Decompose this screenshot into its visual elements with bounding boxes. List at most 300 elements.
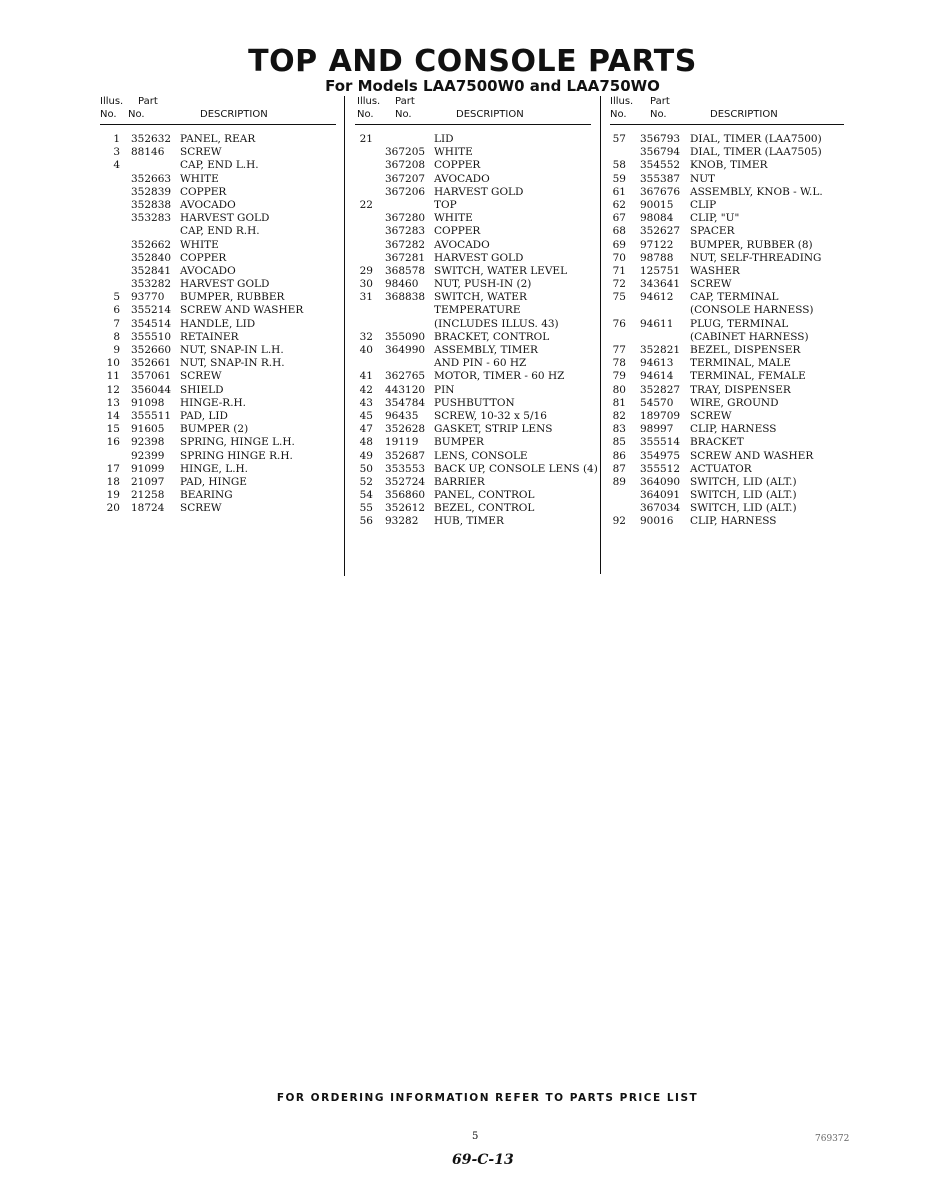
part-description: PAD, HINGE bbox=[180, 475, 247, 488]
header-part-no: No. bbox=[395, 109, 412, 120]
part-description: HINGE, L.H. bbox=[180, 462, 249, 475]
illus-number: 62 bbox=[612, 198, 626, 211]
part-number: 367676 bbox=[640, 185, 681, 198]
part-number: 352660 bbox=[131, 344, 172, 356]
illus-number: 82 bbox=[612, 409, 626, 422]
part-row bbox=[610, 450, 844, 463]
part-number: 356794 bbox=[640, 146, 681, 159]
illus-number: 17 bbox=[106, 462, 120, 475]
part-row bbox=[610, 133, 844, 146]
part-number: 368578 bbox=[385, 264, 426, 277]
illus-number: 58 bbox=[612, 159, 626, 172]
part-description: GASKET, STRIP LENS bbox=[434, 423, 553, 436]
header-part-no: No. bbox=[650, 109, 667, 120]
part-description: CLIP bbox=[690, 198, 717, 211]
part-row bbox=[355, 476, 591, 489]
part-row bbox=[355, 173, 591, 186]
page-title: TOP AND CONSOLE PARTS bbox=[248, 44, 697, 79]
part-number: 98084 bbox=[640, 212, 674, 225]
illus-number: 86 bbox=[612, 449, 626, 462]
part-number: 352838 bbox=[131, 198, 172, 211]
part-description: CLIP, "U" bbox=[690, 212, 740, 225]
part-number: 367205 bbox=[385, 146, 426, 159]
part-description: ASSEMBLY, KNOB - W.L. bbox=[690, 185, 823, 198]
part-description: TEMPERATURE bbox=[434, 304, 521, 317]
part-row bbox=[100, 450, 336, 463]
part-row bbox=[355, 502, 591, 515]
part-row bbox=[100, 370, 336, 383]
part-description: COPPER bbox=[180, 185, 227, 198]
illus-number: 49 bbox=[359, 449, 373, 462]
part-row bbox=[610, 318, 844, 331]
part-number: 353282 bbox=[131, 278, 172, 291]
ordering-note: FOR ORDERING INFORMATION REFER TO PARTS PRICE LIST bbox=[276, 1092, 699, 1104]
part-row bbox=[100, 239, 336, 252]
part-number: 90015 bbox=[640, 198, 674, 211]
part-row bbox=[100, 186, 336, 199]
part-row bbox=[100, 384, 336, 397]
part-description: BACK UP, CONSOLE LENS (4) bbox=[434, 462, 598, 475]
part-row bbox=[100, 173, 336, 186]
part-description: TOP bbox=[434, 198, 457, 211]
part-number: 352628 bbox=[385, 423, 426, 436]
part-description: WHITE bbox=[434, 212, 473, 225]
part-description: AVOCADO bbox=[434, 172, 490, 185]
part-description: SWITCH, LID (ALT.) bbox=[690, 502, 797, 515]
part-description: PIN bbox=[434, 383, 455, 396]
part-row bbox=[355, 397, 591, 410]
part-row bbox=[610, 265, 844, 278]
illus-number: 43 bbox=[359, 396, 373, 409]
illus-number: 10 bbox=[106, 357, 120, 370]
part-description: SHIELD bbox=[180, 383, 224, 396]
illus-number: 77 bbox=[612, 344, 626, 356]
part-number: 21097 bbox=[131, 475, 165, 488]
part-row bbox=[610, 344, 844, 357]
part-description: SCREW bbox=[180, 370, 222, 383]
part-row bbox=[610, 252, 844, 265]
part-row bbox=[355, 515, 591, 528]
part-row bbox=[610, 146, 844, 159]
part-number: 97122 bbox=[640, 238, 674, 251]
part-number: 352827 bbox=[640, 383, 681, 396]
part-number: 367208 bbox=[385, 159, 426, 172]
part-description: SCREW bbox=[180, 502, 222, 515]
part-description: HARVEST GOLD bbox=[180, 278, 270, 291]
part-number: 189709 bbox=[640, 409, 681, 422]
part-description: COPPER bbox=[434, 225, 481, 238]
part-description: CAP, END R.H. bbox=[180, 225, 260, 238]
part-description: NUT, SELF-THREADING bbox=[690, 251, 822, 264]
part-row bbox=[355, 278, 591, 291]
part-description: SWITCH, WATER LEVEL bbox=[434, 264, 568, 277]
part-row bbox=[355, 212, 591, 225]
illus-number: 31 bbox=[359, 291, 373, 304]
illus-number: 3 bbox=[113, 146, 120, 159]
part-description: SCREW bbox=[690, 278, 732, 291]
header-illus-no: No. bbox=[100, 109, 117, 120]
illus-number: 80 bbox=[612, 383, 626, 396]
illus-number: 52 bbox=[359, 475, 373, 488]
part-description: BUMPER, RUBBER bbox=[180, 291, 285, 304]
part-number: 357061 bbox=[131, 370, 172, 383]
part-row bbox=[100, 410, 336, 423]
part-row bbox=[355, 384, 591, 397]
illus-number: 9 bbox=[113, 344, 120, 356]
part-row bbox=[100, 265, 336, 278]
part-number: 90016 bbox=[640, 515, 674, 528]
part-number: 367283 bbox=[385, 225, 426, 238]
header-illus: Illus. bbox=[610, 96, 634, 107]
part-description: PLUG, TERMINAL bbox=[690, 317, 789, 330]
part-row bbox=[100, 291, 336, 304]
part-description: DIAL, TIMER (LAA7500) bbox=[690, 133, 822, 145]
part-row bbox=[100, 159, 336, 172]
part-description: (INCLUDES ILLUS. 43) bbox=[434, 317, 559, 330]
part-row bbox=[100, 304, 336, 317]
part-description: SPRING, HINGE L.H. bbox=[180, 436, 295, 449]
part-description: CLIP, HARNESS bbox=[690, 515, 777, 528]
part-number: 352663 bbox=[131, 172, 172, 185]
part-number: 352627 bbox=[640, 225, 681, 238]
part-row bbox=[610, 357, 844, 370]
part-number: 367281 bbox=[385, 251, 426, 264]
part-description: (CONSOLE HARNESS) bbox=[690, 304, 814, 317]
header-part: Part bbox=[138, 96, 158, 107]
illus-number: 21 bbox=[359, 133, 373, 145]
illus-number: 79 bbox=[612, 370, 626, 383]
part-number: 92398 bbox=[131, 436, 165, 449]
illus-number: 14 bbox=[106, 409, 120, 422]
header-description: DESCRIPTION bbox=[200, 109, 268, 120]
illus-number: 6 bbox=[113, 304, 120, 317]
part-row bbox=[610, 331, 844, 344]
part-number: 352661 bbox=[131, 357, 172, 370]
column-divider-2 bbox=[600, 96, 601, 574]
part-description: CAP, END L.H. bbox=[180, 159, 259, 172]
part-number: 54570 bbox=[640, 396, 674, 409]
part-row bbox=[610, 173, 844, 186]
illus-number: 11 bbox=[106, 370, 120, 383]
part-description: SCREW AND WASHER bbox=[180, 304, 304, 317]
part-number: 96435 bbox=[385, 409, 419, 422]
page-subtitle: For Models LAA7500W0 and LAA750WO bbox=[325, 77, 660, 95]
part-row bbox=[355, 252, 591, 265]
part-number: 352821 bbox=[640, 344, 681, 356]
part-number: 356793 bbox=[640, 133, 681, 145]
illus-number: 19 bbox=[106, 489, 120, 502]
part-number: 88146 bbox=[131, 146, 165, 159]
part-number: 91098 bbox=[131, 396, 165, 409]
header-illus: Illus. bbox=[357, 96, 381, 107]
part-description: BRACKET bbox=[690, 436, 744, 449]
part-description: HARVEST GOLD bbox=[180, 212, 270, 225]
illus-number: 70 bbox=[612, 251, 626, 264]
header-description: DESCRIPTION bbox=[456, 109, 524, 120]
illus-number: 48 bbox=[359, 436, 373, 449]
illus-number: 78 bbox=[612, 357, 626, 370]
part-row bbox=[610, 397, 844, 410]
part-description: MOTOR, TIMER - 60 HZ bbox=[434, 370, 565, 383]
part-row bbox=[355, 304, 591, 317]
part-number: 91605 bbox=[131, 423, 165, 436]
part-description: BUMPER bbox=[434, 436, 484, 449]
illus-number: 71 bbox=[612, 264, 626, 277]
part-row bbox=[100, 212, 336, 225]
header-illus-no: No. bbox=[610, 109, 627, 120]
part-row bbox=[355, 265, 591, 278]
part-number: 98997 bbox=[640, 423, 674, 436]
illus-number: 41 bbox=[359, 370, 373, 383]
part-description: SPACER bbox=[690, 225, 735, 238]
illus-number: 30 bbox=[359, 278, 373, 291]
part-number: 356044 bbox=[131, 383, 172, 396]
part-row bbox=[100, 502, 336, 515]
illus-number: 56 bbox=[359, 515, 373, 528]
illus-number: 15 bbox=[106, 423, 120, 436]
part-number: 355387 bbox=[640, 172, 681, 185]
part-number: 353283 bbox=[131, 212, 172, 225]
part-number: 364990 bbox=[385, 344, 426, 356]
part-row bbox=[610, 384, 844, 397]
part-description: COPPER bbox=[180, 251, 227, 264]
part-description: SCREW bbox=[180, 146, 222, 159]
part-row bbox=[355, 489, 591, 502]
part-number: 355090 bbox=[385, 330, 426, 343]
illus-number: 61 bbox=[612, 185, 626, 198]
handwritten-note: 69-C-13 bbox=[452, 1152, 514, 1168]
part-row bbox=[610, 278, 844, 291]
part-row bbox=[100, 278, 336, 291]
part-description: LENS, CONSOLE bbox=[434, 449, 528, 462]
part-row bbox=[355, 225, 591, 238]
part-description: (CABINET HARNESS) bbox=[690, 330, 809, 343]
header-part: Part bbox=[395, 96, 415, 107]
part-description: CAP, TERMINAL bbox=[690, 291, 779, 304]
illus-number: 12 bbox=[106, 383, 120, 396]
part-description: SPRING HINGE R.H. bbox=[180, 449, 293, 462]
part-row bbox=[100, 489, 336, 502]
illus-number: 8 bbox=[113, 330, 120, 343]
part-description: SWITCH, WATER bbox=[434, 291, 527, 304]
part-number: 367280 bbox=[385, 212, 426, 225]
part-row bbox=[610, 212, 844, 225]
part-number: 354552 bbox=[640, 159, 681, 172]
part-description: RETAINER bbox=[180, 330, 239, 343]
part-row bbox=[355, 159, 591, 172]
part-number: 353553 bbox=[385, 462, 426, 475]
illus-number: 5 bbox=[113, 291, 120, 304]
illus-number: 69 bbox=[612, 238, 626, 251]
part-description: BEZEL, CONTROL bbox=[434, 502, 535, 515]
part-row bbox=[355, 344, 591, 357]
part-number: 367034 bbox=[640, 502, 681, 515]
part-row bbox=[610, 515, 844, 528]
part-row bbox=[355, 239, 591, 252]
part-description: BARRIER bbox=[434, 475, 485, 488]
part-description: CLIP, HARNESS bbox=[690, 423, 777, 436]
part-description: BUMPER (2) bbox=[180, 423, 249, 436]
illus-number: 32 bbox=[359, 330, 373, 343]
part-number: 367206 bbox=[385, 185, 426, 198]
part-row bbox=[610, 159, 844, 172]
part-row bbox=[355, 186, 591, 199]
part-row bbox=[355, 462, 598, 476]
part-description: ACTUATOR bbox=[690, 462, 752, 475]
part-description: HANDLE, LID bbox=[180, 317, 256, 330]
part-description: SWITCH, LID (ALT.) bbox=[690, 489, 797, 502]
header-illus-no: No. bbox=[357, 109, 374, 120]
part-row bbox=[100, 476, 336, 489]
part-description: NUT, PUSH-IN (2) bbox=[434, 278, 532, 291]
parts-list bbox=[610, 133, 844, 529]
part-row bbox=[610, 225, 844, 238]
illus-number: 87 bbox=[612, 462, 626, 475]
illus-number: 55 bbox=[359, 502, 373, 515]
part-description: NUT, SNAP-IN R.H. bbox=[180, 357, 285, 370]
part-row bbox=[355, 436, 591, 449]
part-description: PANEL, CONTROL bbox=[434, 489, 535, 502]
illus-number: 85 bbox=[612, 436, 626, 449]
part-description: SCREW, 10-32 x 5/16 bbox=[434, 409, 547, 422]
part-row bbox=[100, 318, 336, 331]
part-description: DIAL, TIMER (LAA7505) bbox=[690, 146, 822, 159]
part-row bbox=[610, 199, 844, 212]
part-description: SCREW AND WASHER bbox=[690, 449, 814, 462]
part-row bbox=[355, 199, 591, 212]
part-number: 91099 bbox=[131, 462, 165, 475]
part-row bbox=[610, 410, 844, 423]
illus-number: 45 bbox=[359, 409, 373, 422]
part-description: TERMINAL, MALE bbox=[690, 357, 791, 370]
part-number: 93770 bbox=[131, 291, 165, 304]
part-description: BEARING bbox=[180, 489, 233, 502]
illus-number: 75 bbox=[612, 291, 626, 304]
part-row bbox=[100, 133, 336, 146]
part-description: TERMINAL, FEMALE bbox=[690, 370, 806, 383]
header-part: Part bbox=[650, 96, 670, 107]
part-number: 356860 bbox=[385, 489, 426, 502]
illus-number: 20 bbox=[106, 502, 120, 515]
parts-column-2 bbox=[355, 96, 598, 529]
part-row bbox=[355, 318, 591, 331]
part-number: 94614 bbox=[640, 370, 674, 383]
illus-number: 92 bbox=[612, 515, 626, 528]
part-row bbox=[610, 186, 844, 199]
illus-number: 16 bbox=[106, 436, 120, 449]
part-description: HARVEST GOLD bbox=[434, 185, 524, 198]
part-row bbox=[355, 450, 591, 463]
part-row bbox=[610, 489, 844, 502]
part-row bbox=[610, 502, 844, 515]
part-row bbox=[610, 436, 844, 449]
part-number: 355512 bbox=[640, 462, 681, 475]
part-description: NUT, SNAP-IN L.H. bbox=[180, 344, 284, 356]
illus-number: 40 bbox=[359, 344, 373, 356]
illus-number: 7 bbox=[113, 317, 120, 330]
part-description: COPPER bbox=[434, 159, 481, 172]
part-description: SWITCH, LID (ALT.) bbox=[690, 475, 797, 488]
part-number: 352632 bbox=[131, 133, 172, 145]
part-number: 352840 bbox=[131, 251, 172, 264]
illus-number: 76 bbox=[612, 317, 626, 330]
part-number: 354514 bbox=[131, 317, 172, 330]
part-row bbox=[355, 370, 591, 383]
part-number: 355214 bbox=[131, 304, 172, 317]
part-description: WHITE bbox=[180, 172, 219, 185]
illus-number: 81 bbox=[612, 396, 626, 409]
part-description: WHITE bbox=[180, 238, 219, 251]
part-description: AVOCADO bbox=[180, 264, 236, 277]
part-row bbox=[100, 436, 336, 449]
part-number: 352612 bbox=[385, 502, 426, 515]
part-description: BRACKET, CONTROL bbox=[434, 330, 550, 343]
part-row bbox=[100, 252, 336, 265]
part-number: 21258 bbox=[131, 489, 165, 502]
part-description: WASHER bbox=[690, 264, 740, 277]
part-row bbox=[355, 331, 591, 344]
part-number: 92399 bbox=[131, 449, 165, 462]
illus-number: 4 bbox=[113, 159, 120, 172]
part-row bbox=[100, 199, 336, 212]
part-number: 355514 bbox=[640, 436, 681, 449]
part-description: LID bbox=[434, 133, 454, 145]
part-row bbox=[100, 423, 336, 436]
part-row bbox=[100, 331, 336, 344]
illus-number: 89 bbox=[612, 475, 626, 488]
part-description: HINGE-R.H. bbox=[180, 396, 247, 409]
part-row bbox=[355, 146, 591, 159]
part-description: NUT bbox=[690, 172, 716, 185]
part-description: HUB, TIMER bbox=[434, 515, 504, 528]
part-row bbox=[610, 304, 844, 317]
part-description: BEZEL, DISPENSER bbox=[690, 344, 801, 356]
part-row bbox=[610, 239, 844, 252]
header-illus: Illus. bbox=[100, 96, 124, 107]
part-row bbox=[100, 146, 336, 159]
illus-number: 68 bbox=[612, 225, 626, 238]
part-number: 352724 bbox=[385, 475, 426, 488]
part-row bbox=[100, 357, 336, 370]
part-number: 343641 bbox=[640, 278, 681, 291]
part-row bbox=[610, 476, 844, 489]
part-description: PUSHBUTTON bbox=[434, 396, 515, 409]
part-number: 94611 bbox=[640, 317, 674, 330]
part-row bbox=[610, 291, 844, 304]
part-number: 354975 bbox=[640, 449, 681, 462]
illus-number: 59 bbox=[612, 172, 626, 185]
illus-number: 67 bbox=[612, 212, 626, 225]
part-description: KNOB, TIMER bbox=[690, 159, 768, 172]
part-number: 94613 bbox=[640, 357, 674, 370]
part-number: 352687 bbox=[385, 449, 426, 462]
part-number: 355510 bbox=[131, 330, 172, 343]
part-row bbox=[100, 397, 336, 410]
part-row bbox=[610, 463, 844, 476]
part-description: WIRE, GROUND bbox=[690, 396, 779, 409]
part-number: 19119 bbox=[385, 436, 419, 449]
part-number: 98788 bbox=[640, 251, 674, 264]
part-number: 125751 bbox=[640, 264, 681, 277]
illus-number: 50 bbox=[359, 462, 373, 475]
illus-number: 42 bbox=[359, 383, 373, 396]
part-number: 354784 bbox=[385, 396, 426, 409]
part-number: 94612 bbox=[640, 291, 674, 304]
part-description: SCREW bbox=[690, 409, 732, 422]
part-number: 362765 bbox=[385, 370, 426, 383]
column-divider-1 bbox=[344, 96, 345, 576]
part-row bbox=[100, 344, 336, 357]
